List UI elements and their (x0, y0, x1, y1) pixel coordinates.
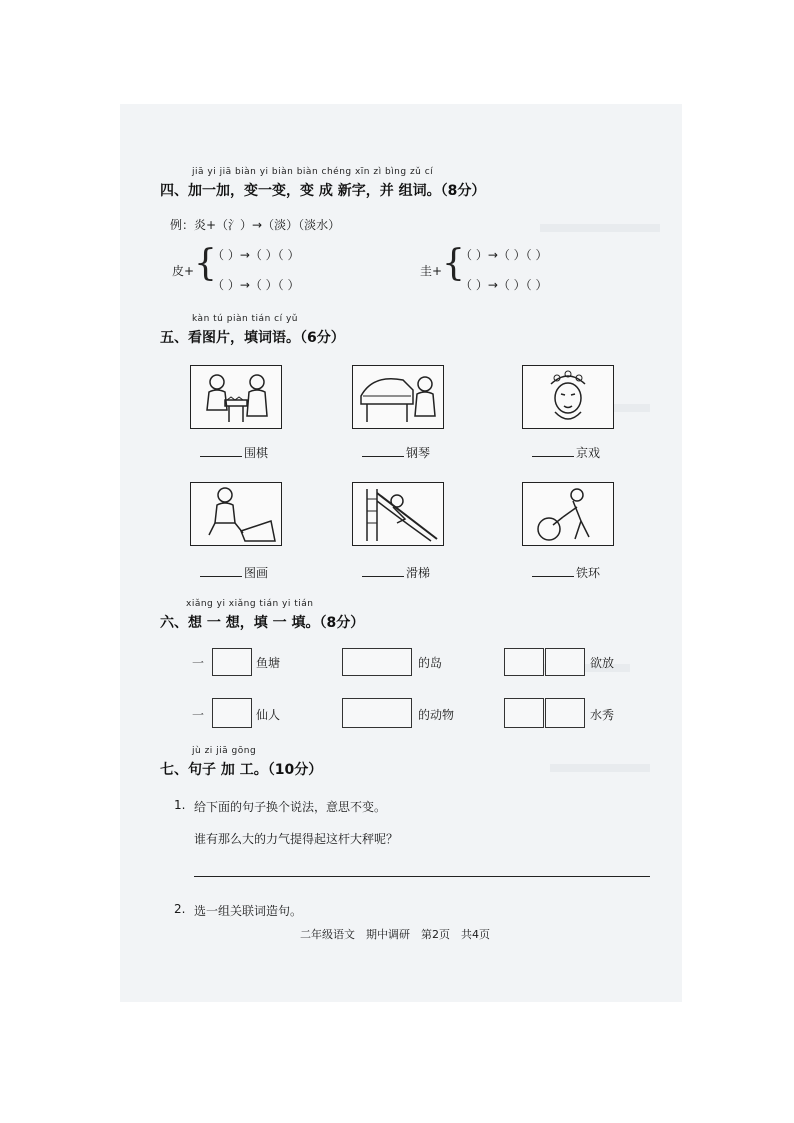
section-7-title: 七、句子 加 工。（10分） (160, 762, 323, 778)
answer-line[interactable] (200, 456, 242, 457)
answer-line[interactable] (362, 456, 404, 457)
boy-rolling-hoop-picture (522, 482, 614, 546)
section-6-pinyin: xiǎng yi xiǎng tián yi tián (186, 599, 314, 609)
fill-box[interactable] (504, 698, 544, 728)
question-2-number: 2. (174, 902, 186, 916)
girl-playing-piano-picture (352, 365, 444, 429)
fill-box[interactable] (212, 648, 252, 676)
answer-line[interactable] (362, 576, 404, 577)
two-children-playing-chess-picture (190, 365, 282, 429)
question-1-number: 1. (174, 798, 186, 812)
section-5-pinyin: kàn tú piàn tián cí yǔ (192, 314, 298, 324)
fill-box[interactable] (545, 648, 585, 676)
child-on-slide-picture (352, 482, 444, 546)
section-7-pinyin: jù zi jiā gōng (192, 746, 257, 756)
row-1-word-b: 的岛 (418, 656, 443, 670)
answer-line[interactable] (532, 456, 574, 457)
picture-label: 滑梯 (406, 566, 431, 580)
picture-label: 围棋 (244, 446, 269, 460)
answer-line[interactable] (200, 576, 242, 577)
question-2-prompt: 选一组关联词造句。 (194, 904, 303, 918)
bleed-through-mark (540, 224, 660, 232)
picture-label: 京戏 (576, 446, 601, 460)
row-2-word-b: 的动物 (418, 708, 455, 722)
question-1-prompt: 给下面的句子换个说法，意思不变。 (194, 800, 387, 814)
section-6-title: 六、想 一 想，填 一 填。（8分） (160, 615, 365, 631)
row-2-word-c: 水秀 (590, 708, 615, 722)
bleed-through-mark (550, 764, 650, 772)
right-brace: { (442, 243, 465, 284)
left-base-char: 皮+ (172, 264, 195, 278)
girl-drawing-picture (190, 482, 282, 546)
row-2-word-a: 仙人 (256, 708, 281, 722)
fill-box[interactable] (545, 698, 585, 728)
page-footer: 二年级语文 期中调研 第2页 共4页 (300, 928, 490, 941)
section-5-title: 五、看图片，填词语。（6分） (160, 330, 345, 346)
section-4-pinyin: jiā yi jiā biàn yi biàn biàn chéng xīn zì bìng zǔ cí (192, 167, 434, 177)
row-1-word-c: 欲放 (590, 656, 615, 670)
left-brace: { (194, 243, 217, 284)
picture-label: 图画 (244, 566, 269, 580)
left-row-1: （ ）→（ ）（ ） (212, 248, 300, 262)
fill-box[interactable] (342, 698, 412, 728)
section-4-title: 四、加一加，变一变，变 成 新字，并 组词。（8分） (160, 183, 486, 199)
peking-opera-face-picture (522, 365, 614, 429)
left-row-2: （ ）→（ ）（ ） (212, 278, 300, 292)
right-row-1: （ ）→（ ）（ ） (460, 248, 548, 262)
right-row-2: （ ）→（ ）（ ） (460, 278, 548, 292)
exam-sheet (120, 104, 682, 1002)
row-1-word-a: 鱼塘 (256, 656, 281, 670)
question-1-sentence: 谁有那么大的力气提得起这杆大秤呢？ (194, 832, 399, 846)
answer-line[interactable] (532, 576, 574, 577)
fill-box[interactable] (504, 648, 544, 676)
section-4-example: 例：炎+（氵）→（淡）（淡水） (170, 218, 341, 232)
row-2-prefix: 一 (192, 708, 205, 722)
right-base-char: 圭+ (420, 264, 443, 278)
fill-box[interactable] (212, 698, 252, 728)
fill-box[interactable] (342, 648, 412, 676)
answer-line[interactable] (194, 876, 650, 877)
picture-label: 铁环 (576, 566, 601, 580)
picture-label: 钢琴 (406, 446, 431, 460)
row-1-prefix: 一 (192, 656, 205, 670)
